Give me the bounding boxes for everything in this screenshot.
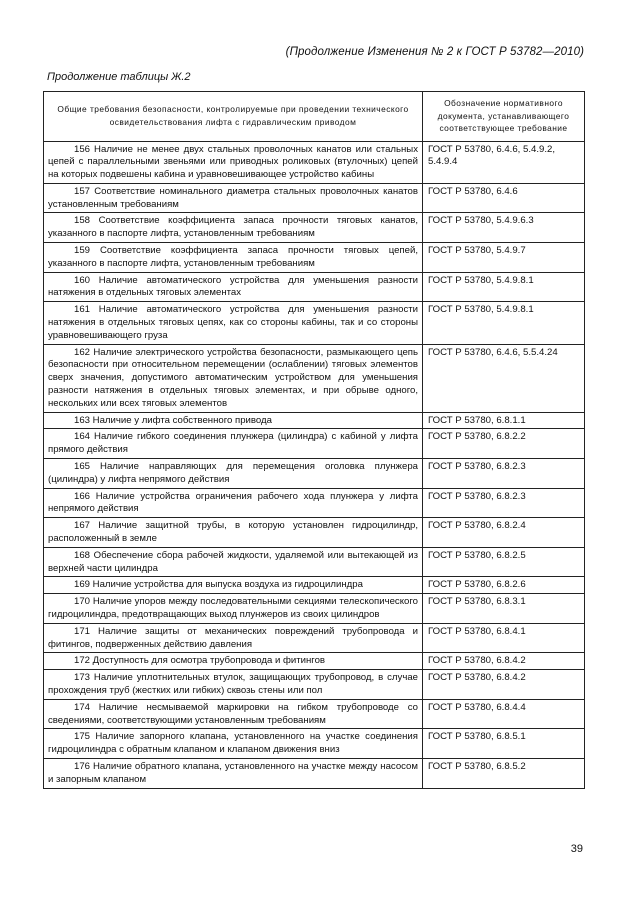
- requirement-cell: 158 Соответствие коэффициента запаса прочности тяговых канатов, указанного в паспорте лифта, установленным требованиям: [44, 213, 423, 243]
- table-row: [44, 213, 585, 243]
- page-number: 39: [570, 843, 583, 855]
- requirement-cell: 171 Наличие защиты от механических повреждений трубопровода и фитингов, подверженных действию давления: [44, 623, 423, 653]
- document-reference-cell: ГОСТ Р 53780, 6.8.4.2: [423, 653, 585, 670]
- document-reference-cell: ГОСТ Р 53780, 6.8.2.2: [423, 429, 585, 459]
- table-row: [44, 141, 585, 183]
- document-reference-cell: ГОСТ Р 53780, 6.8.5.1: [423, 729, 585, 759]
- table-row: [44, 653, 585, 670]
- table-row: [44, 412, 585, 429]
- requirement-cell: 173 Наличие уплотнительных втулок, защищающих трубопровод, в случае прохождения труб (жестких или гибких) сквозь стены или пол: [44, 670, 423, 700]
- requirement-cell: 163 Наличие у лифта собственного привода: [44, 412, 423, 429]
- document-reference-cell: ГОСТ Р 53780, 6.8.2.5: [423, 547, 585, 577]
- requirement-cell: 166 Наличие устройства ограничения рабочего хода плунжера у лифта непрямого действия: [44, 488, 423, 518]
- document-reference-cell: ГОСТ Р 53780, 5.4.9.7: [423, 243, 585, 273]
- document-reference-cell: ГОСТ Р 53780, 6.8.4.4: [423, 699, 585, 729]
- requirement-cell: 175 Наличие запорного клапана, установленного на участке соединения гидроцилиндра с обратным клапаном и клапаном движения вниз: [44, 729, 423, 759]
- table-body: [44, 141, 585, 788]
- requirement-cell: 176 Наличие обратного клапана, установленного на участке между насосом и запорным клапаном: [44, 758, 423, 788]
- table-row: [44, 459, 585, 489]
- requirement-cell: 156 Наличие не менее двух стальных проволочных канатов или стальных цепей с параллельными звеньями или приводных роликовых (втулочных) цепей на которых подвешены кабина и уравновешивающее устройство кабины: [44, 141, 423, 183]
- document-reference-cell: ГОСТ Р 53780, 5.4.9.8.1: [423, 272, 585, 302]
- table-row: [44, 272, 585, 302]
- table-row: [44, 670, 585, 700]
- document-reference-cell: ГОСТ Р 53780, 5.4.9.6.3: [423, 213, 585, 243]
- table-row: [44, 699, 585, 729]
- document-reference-cell: ГОСТ Р 53780, 6.8.5.2: [423, 758, 585, 788]
- document-reference-cell: ГОСТ Р 53780, 6.8.4.2: [423, 670, 585, 700]
- table-row: [44, 623, 585, 653]
- table-row: [44, 429, 585, 459]
- requirement-cell: 159 Соответствие коэффициента запаса прочности тяговых цепей, указанного в паспорте лифта, установленным требованиям: [44, 243, 423, 273]
- document-reference-cell: ГОСТ Р 53780, 6.4.6, 5.4.9.2, 5.4.9.4: [423, 141, 585, 183]
- document-reference-cell: ГОСТ Р 53780, 6.4.6: [423, 183, 585, 213]
- requirement-cell: 168 Обеспечение сбора рабочей жидкости, удаляемой или вытекающей из верхней части цилиндра: [44, 547, 423, 577]
- table-row: [44, 344, 585, 412]
- table-row: [44, 758, 585, 788]
- document-reference-cell: ГОСТ Р 53780, 6.4.6, 5.5.4.24: [423, 344, 585, 412]
- column-header-document: Обозначение нормативного документа, устанавливающего соответствующее требование: [423, 92, 585, 142]
- table-row: [44, 302, 585, 344]
- table-row: [44, 183, 585, 213]
- table-caption: Продолжение таблицы Ж.2: [47, 71, 191, 83]
- requirement-cell: 162 Наличие электрического устройства безопасности, размыкающего цепь безопасности при относительном перемещении (ослаблении) тяговых элементов сверх значения, допустимого автоматическим устройством для уменьшения разности натяжения в отдельных тяговых элементах, и при обрыве одного, нескольких или всех тяговых элементов: [44, 344, 423, 412]
- column-header-requirements: Общие требования безопасности, контролируемые при проведении технического освидетельствования лифта с гидравлическим приводом: [44, 92, 423, 142]
- requirement-cell: 174 Наличие несмываемой маркировки на гибком трубопроводе со сведениями, соответствующими установленным требованиям: [44, 699, 423, 729]
- document-reference-cell: ГОСТ Р 53780, 6.8.2.3: [423, 459, 585, 489]
- table-row: [44, 594, 585, 624]
- document-reference-cell: ГОСТ Р 53780, 6.8.4.1: [423, 623, 585, 653]
- table-row: [44, 577, 585, 594]
- requirements-table: [43, 91, 585, 789]
- document-reference-cell: ГОСТ Р 53780, 6.8.1.1: [423, 412, 585, 429]
- table-row: [44, 729, 585, 759]
- requirement-cell: 169 Наличие устройства для выпуска воздуха из гидроцилиндра: [44, 577, 423, 594]
- table-row: [44, 488, 585, 518]
- document-header: (Продолжение Изменения № 2 к ГОСТ Р 53782—2010): [285, 46, 584, 58]
- requirement-cell: 167 Наличие защитной трубы, в которую установлен гидроцилиндр, расположенный в земле: [44, 518, 423, 548]
- table-header-row: [44, 92, 585, 142]
- table-row: [44, 547, 585, 577]
- requirement-cell: 161 Наличие автоматического устройства для уменьшения разности натяжения в отдельных тяговых цепях, как со стороны кабины, так и со стороны уравновешивающего груза: [44, 302, 423, 344]
- document-reference-cell: ГОСТ Р 53780, 6.8.2.4: [423, 518, 585, 548]
- requirement-cell: 164 Наличие гибкого соединения плунжера (цилиндра) с кабиной у лифта прямого действия: [44, 429, 423, 459]
- requirement-cell: 160 Наличие автоматического устройства для уменьшения разности натяжения в отдельных тяговых элементах: [44, 272, 423, 302]
- requirement-cell: 165 Наличие направляющих для перемещения оголовка плунжера (цилиндра) у лифта непрямого действия: [44, 459, 423, 489]
- table-row: [44, 518, 585, 548]
- document-reference-cell: ГОСТ Р 53780, 6.8.2.3: [423, 488, 585, 518]
- document-reference-cell: ГОСТ Р 53780, 6.8.2.6: [423, 577, 585, 594]
- table-row: [44, 243, 585, 273]
- document-reference-cell: ГОСТ Р 53780, 5.4.9.8.1: [423, 302, 585, 344]
- requirement-cell: 170 Наличие упоров между последовательными секциями телескопического гидроцилиндра, предотвращающих выход плунжеров из своих цилиндров: [44, 594, 423, 624]
- document-reference-cell: ГОСТ Р 53780, 6.8.3.1: [423, 594, 585, 624]
- requirement-cell: 157 Соответствие номинального диаметра стальных проволочных канатов установленным требованиям: [44, 183, 423, 213]
- requirement-cell: 172 Доступность для осмотра трубопровода и фитингов: [44, 653, 423, 670]
